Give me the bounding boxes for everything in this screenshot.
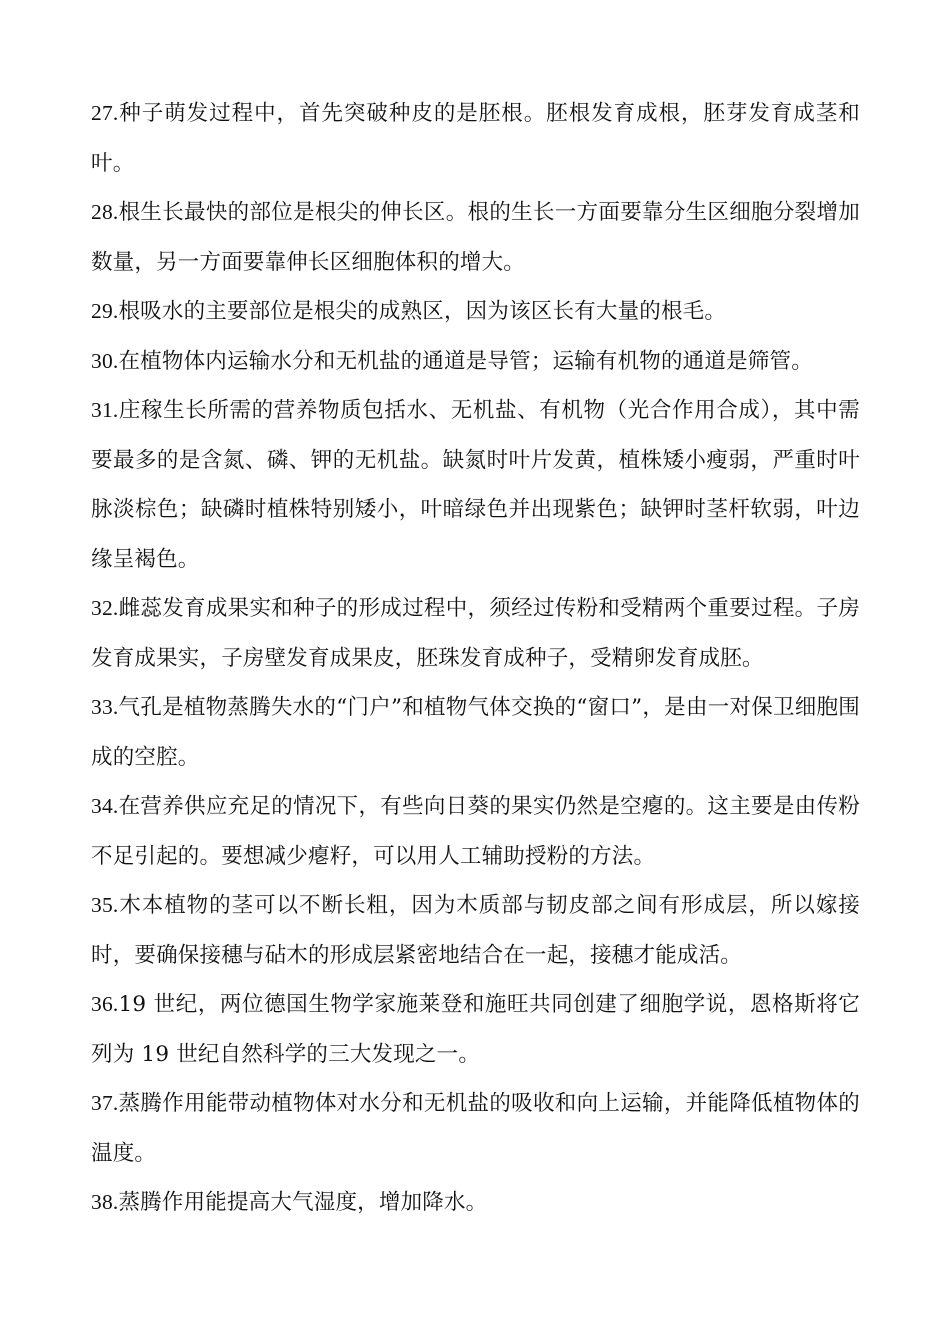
list-item-30 — [91, 337, 860, 387]
item-text: 在营养供应充足的情况下，有些向日葵的果实仍然是空瘪的。这主要是由传粉不足引起的。要想减少瘪籽，可以用人工辅助授粉的方法。 — [91, 794, 860, 869]
list-item-32 — [91, 584, 860, 683]
item-text: 19 世纪，两位德国生物学家施莱登和施旺共同创建了细胞学说，恩格斯将它列为 19 世纪自然科学的三大发现之一。 — [91, 992, 860, 1067]
item-number: 27. — [91, 101, 119, 125]
item-number: 28. — [91, 200, 119, 224]
list-item-36 — [91, 980, 860, 1079]
item-text: 蒸腾作用能带动植物体对水分和无机盐的吸收和向上运输，并能降低植物体的温度。 — [91, 1091, 860, 1166]
item-number: 36. — [91, 992, 119, 1016]
list-item-37 — [91, 1079, 860, 1178]
item-text: 种子萌发过程中，首先突破种皮的是胚根。胚根发育成根，胚芽发育成茎和叶。 — [91, 101, 860, 176]
item-number: 37. — [91, 1091, 119, 1115]
item-text: 雌蕊发育成果实和种子的形成过程中，须经过传粉和受精两个重要过程。子房发育成果实，子房壁发育成果皮，胚珠发育成种子，受精卵发育成胚。 — [91, 596, 860, 671]
item-text: 庄稼生长所需的营养物质包括水、无机盐、有机物（光合作用合成），其中需要最多的是含氮、磷、钾的无机盐。缺氮时叶片发黄，植株矮小瘦弱，严重时叶脉淡棕色；缺磷时植株特别矮小，叶暗绿色并出现紫色；缺钾时茎杆软弱，叶边缘呈褐色。 — [91, 398, 860, 572]
list-item-31 — [91, 386, 860, 584]
item-number: 31. — [91, 398, 119, 422]
list-item-33 — [91, 683, 860, 782]
item-number: 29. — [91, 299, 119, 323]
item-text: 根吸水的主要部位是根尖的成熟区，因为该区长有大量的根毛。 — [118, 299, 727, 324]
item-number: 32. — [91, 596, 119, 620]
list-item-34 — [91, 782, 860, 881]
item-number: 35. — [91, 893, 119, 917]
document-body — [91, 89, 860, 1228]
list-item-28 — [91, 188, 860, 287]
list-item-38 — [91, 1178, 860, 1228]
item-text: 木本植物的茎可以不断长粗，因为木质部与韧皮部之间有形成层，所以嫁接时，要确保接穗与砧木的形成层紧密地结合在一起，接穗才能成活。 — [91, 893, 860, 968]
list-item-27 — [91, 89, 860, 188]
list-item-35 — [91, 881, 860, 980]
item-number: 33. — [91, 695, 119, 719]
item-text: 在植物体内运输水分和无机盐的通道是导管；运输有机物的通道是筛管。 — [118, 348, 813, 374]
item-text: 根生长最快的部位是根尖的伸长区。根的生长一方面要靠分生区细胞分裂增加数量，另一方面要靠伸长区细胞体积的增大。 — [91, 200, 860, 275]
item-number: 38. — [91, 1190, 119, 1214]
item-number: 30. — [91, 348, 119, 373]
list-item-29 — [91, 287, 860, 337]
item-text: 气孔是植物蒸腾失水的“门户”和植物气体交换的“窗口”，是由一对保卫细胞围成的空腔。 — [91, 695, 860, 770]
item-text: 蒸腾作用能提高大气湿度，增加降水。 — [118, 1190, 488, 1215]
item-number: 34. — [91, 794, 119, 818]
